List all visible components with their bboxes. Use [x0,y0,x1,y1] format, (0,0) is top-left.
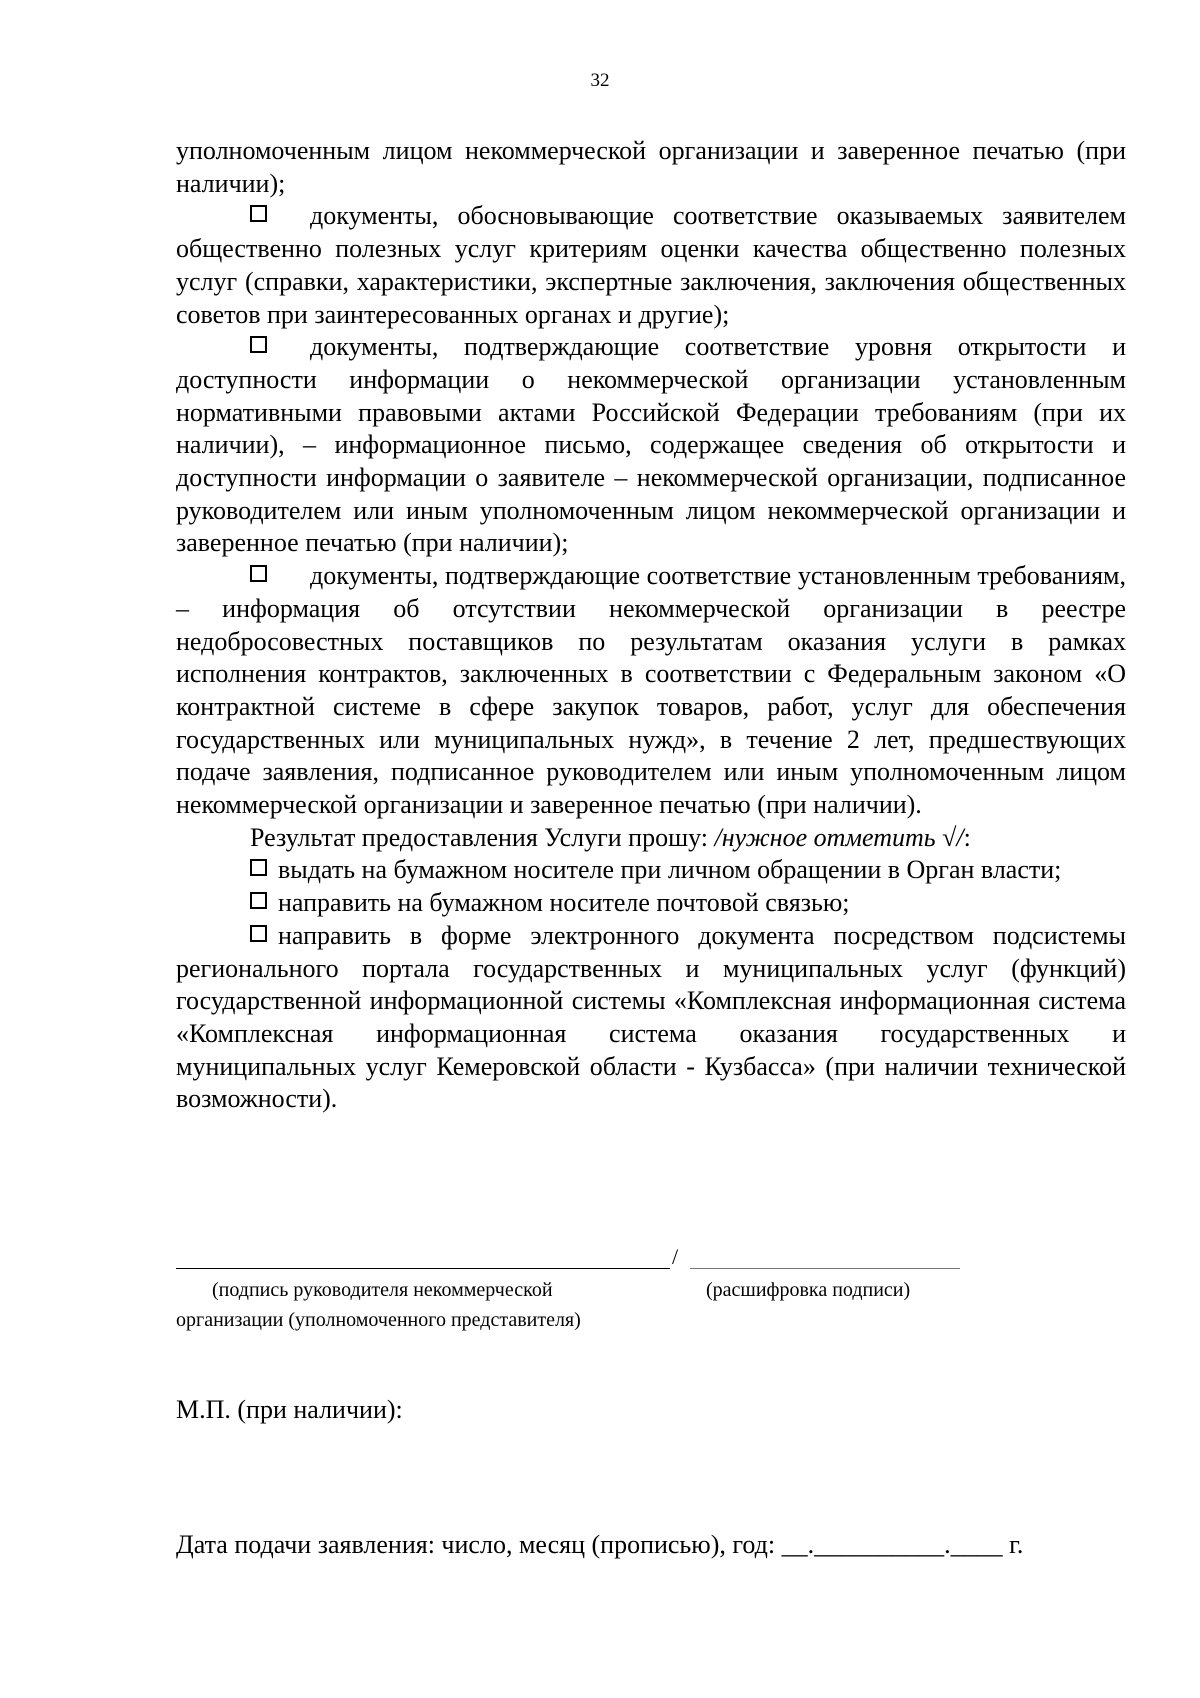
option-post [176,887,1126,920]
option-electronic [176,920,1126,1116]
checkbox[interactable] [250,859,267,876]
option-in-person [176,854,1126,887]
signature-line[interactable] [176,1258,670,1269]
checkbox[interactable] [250,925,267,942]
submission-date-line: Дата подачи заявления: число, месяц (прописью), год: __.__________.____ г. [176,1530,1024,1559]
signature-block [176,1244,976,1348]
document-item-text: документы, подтверждающие соответствие установленным требованиям, – информация об отсутствии некоммерческой организации в реестре недобросовестных поставщиков по результатам оказания услуги в рамках исполнения контрактов, заключенных в соответствии с Федеральным законом «О контрактной системе в сфере закупок товаров, работ, услуг для обеспечения государственных или муниципальных нужд», в течение 2 лет, предшествующих подаче заявления, подписанное руководителем или иным уполномоченным лицом некоммерческой организации и заверенное печатью (при наличии). [176,561,1126,820]
checkbox[interactable] [250,205,267,222]
checkbox[interactable] [250,336,267,353]
checkbox[interactable] [250,565,267,582]
document-body [176,135,1126,1116]
paragraph-continuation: уполномоченным лицом некоммерческой организации и заверенное печатью (при наличии); [176,136,1126,198]
document-item-openness [176,331,1126,560]
document-item-text: документы, подтверждающие соответствие уровня открытости и доступности информации о некоммерческой организации установленным нормативными правовыми актами Российской Федерации требованиям (при их наличии), – информационное письмо, содержащее сведения об открытости и доступности информации о заявителе – некоммерческой организации, подписанное руководителем или иным уполномоченным лицом некоммерческой организации и заверенное печатью (при наличии); [176,332,1126,558]
result-heading: Результат предоставления Услуги прошу: /нужное отметить √/: [250,822,971,852]
page-number: 32 [590,70,610,91]
stamp-label: М.П. (при наличии): [176,1395,403,1424]
signature-caption: (подпись руководителя некоммерческой организации (уполномоченного представителя) [176,1279,581,1331]
option-text: выдать на бумажном носителе при личном обращении в Орган власти; [278,855,1062,885]
decoding-caption: (расшифровка подписи) [706,1279,911,1301]
signature-decoding-line[interactable] [690,1258,960,1269]
signature-separator: / [672,1244,679,1269]
checkbox[interactable] [250,892,267,909]
document-item-quality-criteria [176,200,1126,331]
document-item-text: документы, обосновывающие соответствие оказываемых заявителем общественно полезных услуг критериям оценки качества общественно полезных услуг (справки, характеристики, экспертные заключения, заключения общественных советов при заинтересованных органах и другие); [176,201,1126,329]
result-hint: /нужное отметить √/ [714,822,964,852]
result-label: Результат предоставления Услуги прошу: [250,822,715,852]
document-item-registry [176,560,1126,822]
option-text: направить в форме электронного документа посредством подсистемы регионального портала государственных и муниципальных услуг (функций) государственной информационной системы «Комплексная информационная система «Комплексная информационная система оказания государственных и муниципальных услуг Кемеровской области - Кузбасса» (при наличии технической возможности). [176,920,1126,1114]
option-text: направить на бумажном носителе почтовой связью; [278,888,850,918]
